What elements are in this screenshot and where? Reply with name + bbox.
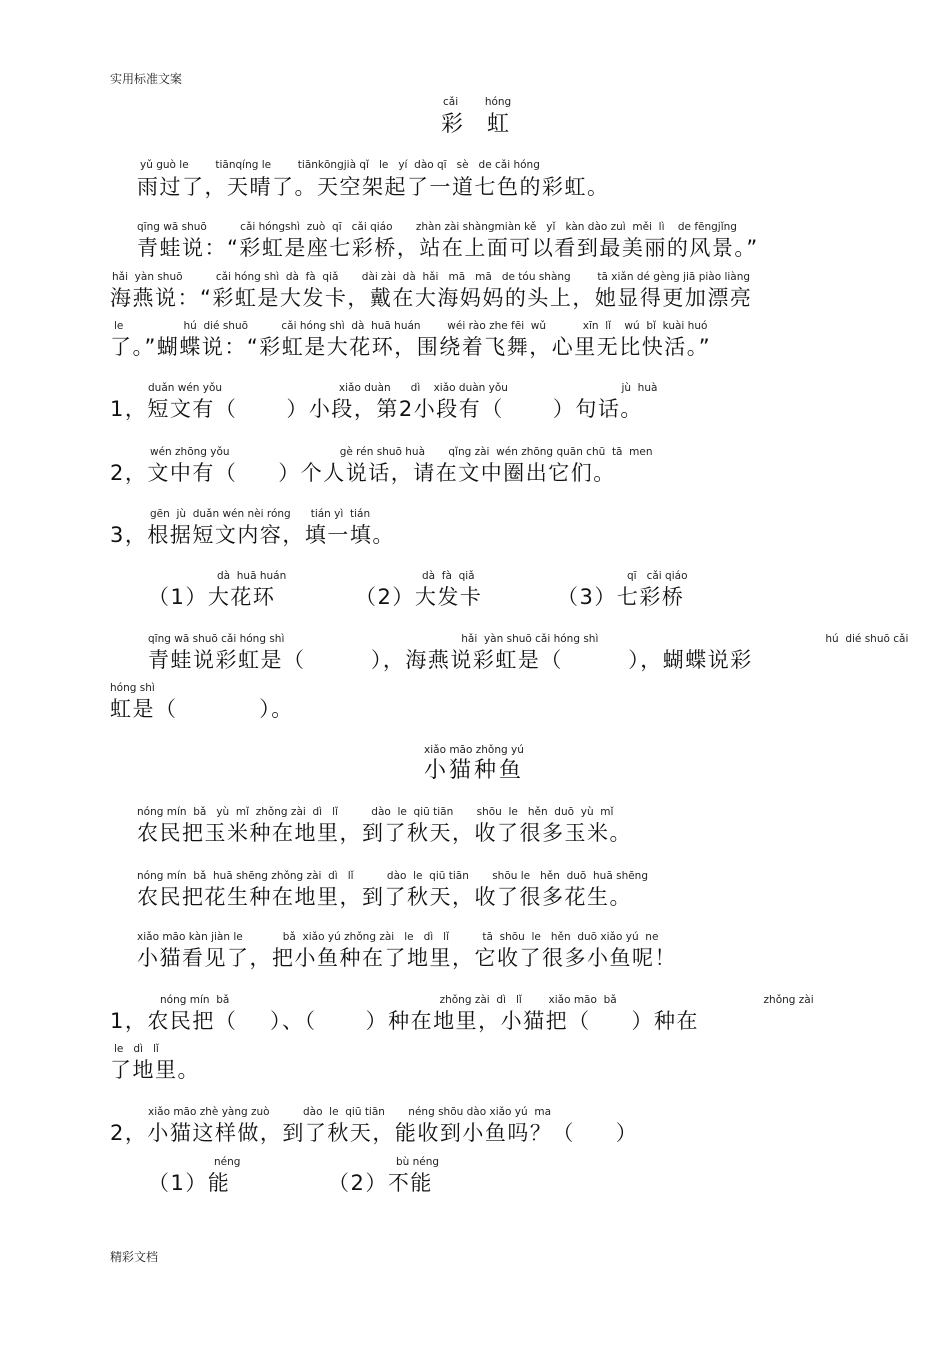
option-pinyin: néng	[214, 1156, 241, 1168]
pinyin-line: nóng mín bǎ zhǒng zài dì lǐ xiǎo māo bǎ zhǒng zài	[160, 994, 814, 1006]
pinyin-line: xiǎo māo zhè yàng zuò dào le qiū tiān néng shōu dào xiǎo yú ma	[148, 1106, 552, 1118]
question-line: 1，农民把（ ）、（ ）种在地里，小猫把（ ）种在	[110, 1009, 699, 1033]
title-pinyin: cǎi hóng	[443, 96, 512, 108]
page-header: 实用标准文案	[110, 72, 183, 86]
pinyin-line: yǔ guò le tiānqíng le tiānkōngjià qǐ le yí dào qī sè de cǎi hóng	[140, 159, 540, 171]
story-title: 小猫种鱼	[424, 758, 525, 783]
fill-line: 虹是（ ）。	[110, 697, 294, 721]
text-line: 青蛙说：“彩虹是座七彩桥，站在上面可以看到最美丽的风景。”	[137, 236, 759, 260]
pinyin-line: qīng wā shuō cǎi hóngshì zuò qī cǎi qiáo zhàn zài shàngmiàn kě yǐ kàn dào zuì měi lì de fēngjǐng	[137, 221, 737, 233]
title-pinyin: xiǎo māo zhǒng yú	[424, 744, 524, 756]
text-line: 农民把花生种在地里，到了秋天，收了很多花生。	[137, 885, 632, 909]
question-line: 了地里。	[110, 1058, 200, 1082]
pinyin-line: le hú dié shuō cǎi hóng shì dà huā huán wéi rào zhe fēi wǔ xīn lǐ wú bǐ kuài huó	[114, 320, 708, 332]
question-line: 3，根据短文内容，填一填。	[110, 523, 395, 547]
question-line: 1，短文有（ ）小段，第2小段有（ ）句话。	[110, 397, 643, 421]
text-line: 雨过了，天晴了。天空架起了一道七色的彩虹。	[137, 175, 610, 199]
question-line: 2，小猫这样做，到了秋天，能收到小鱼吗？（ ）	[110, 1121, 639, 1145]
option-item: （3）七彩桥	[557, 585, 685, 609]
pinyin-line: xiǎo māo kàn jiàn le bǎ xiǎo yú zhǒng zài le dì lǐ tā shōu le hěn duō xiǎo yú ne	[137, 931, 659, 943]
option-item: （2）大发卡	[355, 585, 483, 609]
pinyin-line: gēn jù duǎn wén nèi róng tián yì tián	[150, 508, 371, 520]
story-title: 彩虹	[441, 112, 534, 137]
text-line: 了。”蝴蝶说：“彩虹是大花环，围绕着飞舞，心里无比快活。”	[110, 335, 712, 359]
pinyin-line: le dì lǐ	[114, 1043, 159, 1055]
pinyin-line: wén zhōng yǒu gè rén shuō huà qǐng zài wén zhōng quān chū tā men	[150, 446, 653, 458]
text-line: 农民把玉米种在地里，到了秋天，收了很多玉米。	[137, 821, 632, 845]
option-item: （2）不能	[328, 1171, 433, 1195]
question-line: 2，文中有（ ）个人说话，请在文中圈出它们。	[110, 461, 616, 485]
option-pinyin: dà fà qiǎ	[422, 570, 475, 582]
pinyin-line: nóng mín bǎ yù mǐ zhǒng zài dì lǐ dào le qiū tiān shōu le hěn duō yù mǐ	[137, 806, 614, 818]
text-line: 海燕说：“彩虹是大发卡，戴在大海妈妈的头上，她显得更加漂亮	[110, 286, 753, 310]
pinyin-line: duǎn wén yǒu xiǎo duàn dì xiǎo duàn yǒu jù huà	[148, 382, 658, 394]
page-footer: 精彩文档	[110, 1250, 159, 1264]
pinyin-line: nóng mín bǎ huā shēng zhǒng zài dì lǐ dào le qiū tiān shōu le hěn duō huā shēng	[137, 870, 648, 882]
option-pinyin: dà huā huán	[217, 570, 287, 582]
option-pinyin: bù néng	[396, 1156, 440, 1168]
pinyin-line: hóng shì	[110, 682, 155, 694]
pinyin-line: qīng wā shuō cǎi hóng shì hǎi yàn shuō cǎi hóng shì hú dié shuō cǎi	[148, 633, 909, 645]
fill-line: 青蛙说彩虹是（ ），海燕说彩虹是（ ），蝴蝶说彩	[148, 648, 753, 672]
text-line: 小猫看见了，把小鱼种在了地里，它收了很多小鱼呢！	[137, 946, 677, 970]
pinyin-line: hǎi yàn shuō cǎi hóng shì dà fà qiǎ dài zài dà hǎi mā mā de tóu shàng tā xiǎn dé gèng jiā piào liàng	[112, 271, 751, 283]
option-item: （1）大花环	[148, 585, 276, 609]
option-item: （1）能	[148, 1171, 231, 1195]
option-pinyin: qī cǎi qiáo	[627, 570, 688, 582]
